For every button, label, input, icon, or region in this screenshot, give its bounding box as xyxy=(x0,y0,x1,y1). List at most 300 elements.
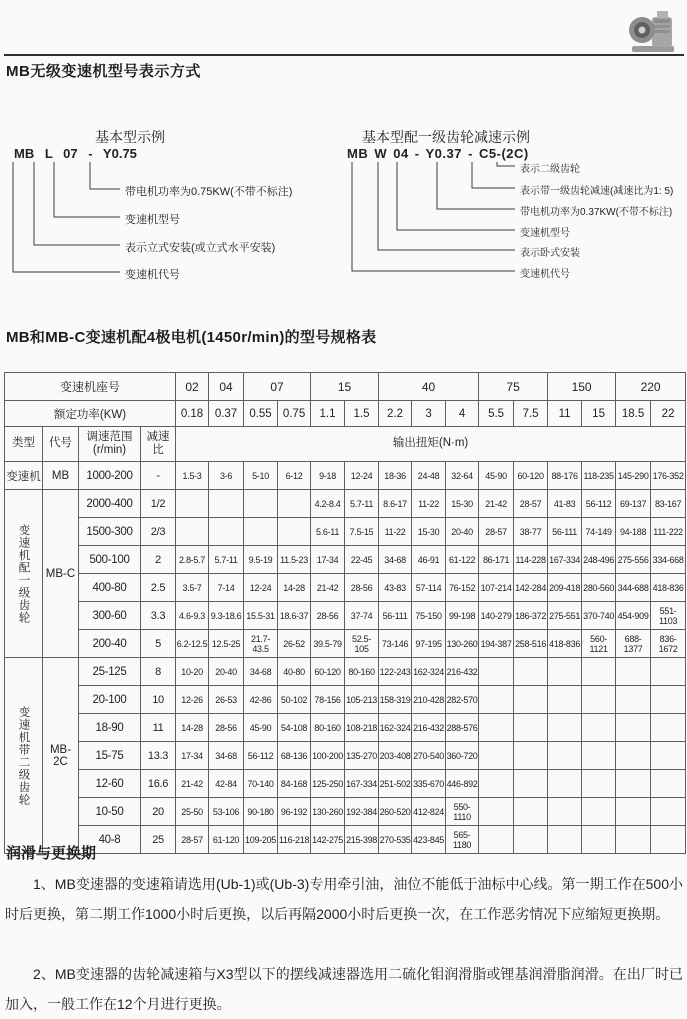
torque-value-cell: 550-1110 xyxy=(446,798,479,826)
torque-value-cell: 17-34 xyxy=(311,546,345,574)
torque-value-cell xyxy=(176,518,209,546)
torque-value-cell: 17-34 xyxy=(176,742,209,770)
torque-value-cell: 216-432 xyxy=(412,714,446,742)
diagram-label: 表示带一级齿轮减速(减速比为1: 5) xyxy=(520,186,674,197)
rated-power-value: 3 xyxy=(412,401,446,427)
frame-size-value: 02 xyxy=(176,373,209,401)
type-cell: 变速机 xyxy=(5,462,43,490)
torque-value-cell: 3.5-7 xyxy=(176,574,209,602)
torque-value-cell: 28-57 xyxy=(514,490,548,518)
speed-range-cell: 12-60 xyxy=(79,770,141,798)
torque-value-cell: 176-352 xyxy=(651,462,686,490)
torque-value-cell: 9.3-18.6 xyxy=(209,602,244,630)
torque-value-cell xyxy=(548,770,582,798)
diagram-label: 变速机型号 xyxy=(520,228,570,239)
table-row-rated-power xyxy=(5,401,686,427)
rated-power-value: 0.75 xyxy=(278,401,311,427)
speed-range-cell: 40-8 xyxy=(79,826,141,854)
torque-value-cell: 34-68 xyxy=(379,546,412,574)
diagram-connector-lines xyxy=(0,140,687,300)
torque-value-cell xyxy=(616,714,651,742)
reduction-ratio-cell: 2 xyxy=(141,546,176,574)
torque-value-cell: 74-149 xyxy=(582,518,616,546)
torque-value-cell xyxy=(278,490,311,518)
torque-value-cell: 26-53 xyxy=(209,686,244,714)
torque-value-cell: 86-171 xyxy=(479,546,514,574)
torque-value-cell xyxy=(616,798,651,826)
reduction-ratio-cell: 1/2 xyxy=(141,490,176,518)
diagram-label: 带电机功率为0.37KW(不带不标注) xyxy=(520,207,673,218)
torque-value-cell: 688-1377 xyxy=(616,630,651,658)
torque-value-cell xyxy=(548,826,582,854)
diagram-label: 变速机代号 xyxy=(125,269,180,281)
speed-range-cell: 15-75 xyxy=(79,742,141,770)
torque-value-cell: 4.2-8.4 xyxy=(311,490,345,518)
torque-value-cell: 5.6-11 xyxy=(311,518,345,546)
torque-value-cell: 142-275 xyxy=(311,826,345,854)
table-row xyxy=(5,518,686,546)
torque-value-cell xyxy=(582,826,616,854)
torque-value-cell: 446-892 xyxy=(446,770,479,798)
torque-value-cell: 251-502 xyxy=(379,770,412,798)
torque-value-cell: 248-496 xyxy=(582,546,616,574)
torque-value-cell: 135-270 xyxy=(345,742,379,770)
torque-value-cell xyxy=(548,686,582,714)
torque-value-cell: 83-167 xyxy=(651,490,686,518)
torque-value-cell: 69-137 xyxy=(616,490,651,518)
torque-value-cell: 28-57 xyxy=(479,518,514,546)
torque-value-cell: 194-387 xyxy=(479,630,514,658)
torque-value-cell: 280-560 xyxy=(582,574,616,602)
torque-value-cell xyxy=(514,798,548,826)
reduction-ratio-cell: 13.3 xyxy=(141,742,176,770)
frame-size-value: 220 xyxy=(616,373,686,401)
column-header: 减速比 xyxy=(141,427,176,462)
torque-value-cell: 28-56 xyxy=(345,574,379,602)
rated-power-value: 15 xyxy=(582,401,616,427)
torque-value-cell xyxy=(514,658,548,686)
page-title: MB无级变速机型号表示方式 xyxy=(6,63,201,80)
torque-value-cell xyxy=(582,770,616,798)
torque-value-cell: 122-243 xyxy=(379,658,412,686)
torque-value-cell: 275-551 xyxy=(548,602,582,630)
torque-value-cell xyxy=(651,714,686,742)
torque-value-cell: 68-136 xyxy=(278,742,311,770)
geared-type-heading: 基本型配一级齿轮减速示例 xyxy=(362,129,530,145)
torque-value-cell: 270-540 xyxy=(412,742,446,770)
torque-value-cell xyxy=(651,658,686,686)
torque-value-cell: 56-111 xyxy=(379,602,412,630)
torque-value-cell xyxy=(479,714,514,742)
torque-value-cell: 158-319 xyxy=(379,686,412,714)
frame-size-value: 04 xyxy=(209,373,244,401)
reduction-ratio-cell: 25 xyxy=(141,826,176,854)
torque-value-cell xyxy=(651,686,686,714)
speed-range-cell: 10-50 xyxy=(79,798,141,826)
torque-value-cell: 76-152 xyxy=(446,574,479,602)
column-header: 类型 xyxy=(5,427,43,462)
reduction-ratio-cell: 16.6 xyxy=(141,770,176,798)
torque-value-cell: 21-42 xyxy=(479,490,514,518)
torque-value-cell: 18-36 xyxy=(379,462,412,490)
frame-size-value: 40 xyxy=(379,373,479,401)
torque-value-cell xyxy=(514,826,548,854)
output-torque-header: 输出扭矩(N·m) xyxy=(176,427,686,462)
torque-value-cell xyxy=(548,742,582,770)
torque-value-cell: 5.7-11 xyxy=(209,546,244,574)
rated-power-value: 7.5 xyxy=(514,401,548,427)
reduction-ratio-cell: 11 xyxy=(141,714,176,742)
torque-value-cell: 186-372 xyxy=(514,602,548,630)
torque-value-cell: 6-12 xyxy=(278,462,311,490)
torque-value-cell: 162-324 xyxy=(379,714,412,742)
speed-range-cell: 2000-400 xyxy=(79,490,141,518)
code-cell: MB-C xyxy=(43,490,79,658)
torque-value-cell: 162-324 xyxy=(412,658,446,686)
torque-value-cell xyxy=(278,518,311,546)
table-row-column-headers xyxy=(5,427,686,462)
torque-value-cell: 418-836 xyxy=(651,574,686,602)
rated-power-value: 1.5 xyxy=(345,401,379,427)
table-row xyxy=(5,546,686,574)
diagram-label: 表示立式安装(或立式水平安装) xyxy=(125,242,276,254)
lubrication-paragraph-2: 2、MB变速器的齿轮减速箱与X3型以下的摆线减速器选用二硫化钼润滑脂或锂基润滑脂润滑。在出厂时已加入，一般工作在12个月进行更换。 xyxy=(5,966,683,1012)
torque-value-cell: 142-284 xyxy=(514,574,548,602)
torque-value-cell xyxy=(651,798,686,826)
torque-value-cell xyxy=(651,770,686,798)
torque-value-cell: 21-42 xyxy=(311,574,345,602)
torque-value-cell: 140-279 xyxy=(479,602,514,630)
torque-value-cell: 130-260 xyxy=(446,630,479,658)
torque-value-cell: 3-6 xyxy=(209,462,244,490)
torque-value-cell: 56-112 xyxy=(244,742,278,770)
torque-value-cell: 61-120 xyxy=(209,826,244,854)
speed-range-cell: 200-40 xyxy=(79,630,141,658)
torque-value-cell: 24-48 xyxy=(412,462,446,490)
torque-value-cell xyxy=(616,770,651,798)
torque-value-cell: 20-40 xyxy=(209,658,244,686)
column-header: 代号 xyxy=(43,427,79,462)
torque-value-cell: 344-688 xyxy=(616,574,651,602)
model-code-basic: MB L 07 - Y0.75 xyxy=(14,146,137,161)
torque-value-cell: 80-160 xyxy=(345,658,379,686)
reduction-ratio-cell: 10 xyxy=(141,686,176,714)
torque-value-cell: 270-535 xyxy=(379,826,412,854)
torque-value-cell xyxy=(479,826,514,854)
torque-value-cell xyxy=(616,742,651,770)
code-cell: MB-2C xyxy=(43,658,79,854)
torque-value-cell: 275-556 xyxy=(616,546,651,574)
torque-value-cell: 22-45 xyxy=(345,546,379,574)
torque-value-cell: 26-52 xyxy=(278,630,311,658)
diagram-label: 带电机功率为0.75KW(不带不标注) xyxy=(125,186,293,198)
torque-value-cell: 15-30 xyxy=(446,490,479,518)
torque-value-cell: 5-10 xyxy=(244,462,278,490)
torque-value-cell: 54-108 xyxy=(278,714,311,742)
torque-value-cell: 39.5-79 xyxy=(311,630,345,658)
torque-value-cell: 109-205 xyxy=(244,826,278,854)
reduction-ratio-cell: 2.5 xyxy=(141,574,176,602)
torque-value-cell xyxy=(209,490,244,518)
torque-value-cell xyxy=(548,658,582,686)
torque-value-cell: 28-57 xyxy=(176,826,209,854)
torque-value-cell: 38-77 xyxy=(514,518,548,546)
torque-value-cell xyxy=(651,826,686,854)
torque-value-cell: 334-668 xyxy=(651,546,686,574)
torque-value-cell: 84-168 xyxy=(278,770,311,798)
code-cell: MB xyxy=(43,462,79,490)
torque-value-cell: 32-64 xyxy=(446,462,479,490)
torque-value-cell: 116-218 xyxy=(278,826,311,854)
torque-value-cell: 108-218 xyxy=(345,714,379,742)
torque-value-cell: 50-102 xyxy=(278,686,311,714)
table-row xyxy=(5,630,686,658)
torque-value-cell: 40-80 xyxy=(278,658,311,686)
torque-value-cell: 2.8-5.7 xyxy=(176,546,209,574)
spec-table-title: MB和MB-C变速机配4极电机(1450r/min)的型号规格表 xyxy=(6,329,377,346)
reduction-ratio-cell: - xyxy=(141,462,176,490)
torque-value-cell: 41-83 xyxy=(548,490,582,518)
spec-table-container xyxy=(4,372,686,854)
torque-value-cell xyxy=(651,742,686,770)
torque-value-cell xyxy=(244,490,278,518)
torque-value-cell: 46-91 xyxy=(412,546,446,574)
torque-value-cell: 61-122 xyxy=(446,546,479,574)
torque-value-cell: 105-213 xyxy=(345,686,379,714)
torque-value-cell: 288-576 xyxy=(446,714,479,742)
torque-value-cell: 10-20 xyxy=(176,658,209,686)
frame-size-value: 07 xyxy=(244,373,311,401)
table-row xyxy=(5,742,686,770)
reduction-ratio-cell: 3.3 xyxy=(141,602,176,630)
torque-value-cell: 12-26 xyxy=(176,686,209,714)
torque-value-cell: 60-120 xyxy=(311,658,345,686)
rated-power-value: 1.1 xyxy=(311,401,345,427)
reduction-ratio-cell: 5 xyxy=(141,630,176,658)
torque-value-cell: 99-198 xyxy=(446,602,479,630)
torque-value-cell: 97-195 xyxy=(412,630,446,658)
torque-value-cell xyxy=(514,742,548,770)
torque-value-cell: 454-909 xyxy=(616,602,651,630)
torque-value-cell xyxy=(244,518,278,546)
torque-value-cell xyxy=(616,658,651,686)
rated-power-header: 额定功率(KW) xyxy=(5,401,176,427)
table-row xyxy=(5,574,686,602)
rated-power-value: 0.55 xyxy=(244,401,278,427)
torque-value-cell: 125-250 xyxy=(311,770,345,798)
torque-value-cell xyxy=(514,686,548,714)
torque-value-cell xyxy=(616,826,651,854)
torque-value-cell xyxy=(582,714,616,742)
torque-value-cell xyxy=(582,742,616,770)
torque-value-cell: 11-22 xyxy=(412,490,446,518)
torque-value-cell xyxy=(582,686,616,714)
torque-value-cell: 167-334 xyxy=(548,546,582,574)
speed-range-cell: 400-80 xyxy=(79,574,141,602)
torque-value-cell: 370-740 xyxy=(582,602,616,630)
torque-value-cell: 418-836 xyxy=(548,630,582,658)
torque-value-cell: 7.5-15 xyxy=(345,518,379,546)
torque-value-cell: 11-22 xyxy=(379,518,412,546)
torque-value-cell: 53-106 xyxy=(209,798,244,826)
frame-size-value: 15 xyxy=(311,373,379,401)
torque-value-cell: 14-28 xyxy=(278,574,311,602)
torque-value-cell: 9-18 xyxy=(311,462,345,490)
torque-value-cell xyxy=(479,658,514,686)
torque-value-cell: 282-570 xyxy=(446,686,479,714)
lubrication-section-title: 润滑与更换期 xyxy=(6,845,97,862)
torque-value-cell xyxy=(479,686,514,714)
torque-value-cell: 167-334 xyxy=(345,770,379,798)
table-row xyxy=(5,490,686,518)
torque-value-cell: 56-112 xyxy=(582,490,616,518)
rated-power-value: 0.37 xyxy=(209,401,244,427)
diagram-label: 变速机代号 xyxy=(520,269,570,280)
torque-value-cell: 42-86 xyxy=(244,686,278,714)
speed-range-cell: 1000-200 xyxy=(79,462,141,490)
torque-value-cell: 836-1672 xyxy=(651,630,686,658)
torque-value-cell: 15-30 xyxy=(412,518,446,546)
lubrication-paragraph-1: 1、MB变速器的变速箱请选用(Ub-1)或(Ub-3)专用牵引油，油位不能低于油标中心线。第一期工作在500小时后更换，第二期工作1000小时后更换，以后再隔2000小时后更换一次，在工作恶劣情况下应缩短更换期。 xyxy=(5,876,683,922)
torque-value-cell xyxy=(582,658,616,686)
torque-value-cell: 7-14 xyxy=(209,574,244,602)
torque-value-cell xyxy=(548,798,582,826)
torque-value-cell xyxy=(616,686,651,714)
speed-range-cell: 18-90 xyxy=(79,714,141,742)
torque-value-cell: 34-68 xyxy=(209,742,244,770)
torque-value-cell: 423-845 xyxy=(412,826,446,854)
rated-power-value: 2.2 xyxy=(379,401,412,427)
torque-value-cell: 94-188 xyxy=(616,518,651,546)
torque-value-cell: 1.5-3 xyxy=(176,462,209,490)
torque-value-cell: 25-50 xyxy=(176,798,209,826)
torque-value-cell: 4.6-9.3 xyxy=(176,602,209,630)
speed-range-cell: 1500-300 xyxy=(79,518,141,546)
torque-value-cell: 258-516 xyxy=(514,630,548,658)
rated-power-value: 22 xyxy=(651,401,686,427)
rated-power-value: 18.5 xyxy=(616,401,651,427)
torque-value-cell: 42-84 xyxy=(209,770,244,798)
speed-range-cell: 25-125 xyxy=(79,658,141,686)
torque-value-cell: 96-192 xyxy=(278,798,311,826)
speed-range-cell: 20-100 xyxy=(79,686,141,714)
type-cell: 变速机带二级齿轮 xyxy=(5,658,43,854)
torque-value-cell: 551-1103 xyxy=(651,602,686,630)
torque-value-cell: 78-156 xyxy=(311,686,345,714)
model-code-geared: MB W 04 - Y0.37 - C5-(2C) xyxy=(347,146,529,161)
reduction-ratio-cell: 20 xyxy=(141,798,176,826)
table-row xyxy=(5,798,686,826)
basic-type-heading: 基本型示例 xyxy=(95,129,165,145)
torque-value-cell: 70-140 xyxy=(244,770,278,798)
torque-value-cell: 145-290 xyxy=(616,462,651,490)
torque-value-cell: 56-111 xyxy=(548,518,582,546)
torque-value-cell: 114-228 xyxy=(514,546,548,574)
torque-value-cell: 12.5-25 xyxy=(209,630,244,658)
torque-value-cell: 28-56 xyxy=(209,714,244,742)
torque-value-cell: 34-68 xyxy=(244,658,278,686)
torque-value-cell xyxy=(479,742,514,770)
torque-value-cell: 45-90 xyxy=(479,462,514,490)
rated-power-value: 5.5 xyxy=(479,401,514,427)
rated-power-value: 0.18 xyxy=(176,401,209,427)
reduction-ratio-cell: 2/3 xyxy=(141,518,176,546)
frame-size-value: 75 xyxy=(479,373,548,401)
torque-value-cell: 43-83 xyxy=(379,574,412,602)
column-header: 调速范围 (r/min) xyxy=(79,427,141,462)
torque-value-cell xyxy=(514,714,548,742)
torque-value-cell: 560-1121 xyxy=(582,630,616,658)
spec-table xyxy=(4,372,686,854)
torque-value-cell xyxy=(479,770,514,798)
torque-value-cell: 260-520 xyxy=(379,798,412,826)
torque-value-cell: 210-428 xyxy=(412,686,446,714)
torque-value-cell: 90-180 xyxy=(244,798,278,826)
torque-value-cell: 130-260 xyxy=(311,798,345,826)
reduction-ratio-cell: 8 xyxy=(141,658,176,686)
torque-value-cell: 15.5-31 xyxy=(244,602,278,630)
torque-value-cell: 57-114 xyxy=(412,574,446,602)
torque-value-cell: 215-398 xyxy=(345,826,379,854)
torque-value-cell: 6.2-12.5 xyxy=(176,630,209,658)
table-row xyxy=(5,686,686,714)
table-row xyxy=(5,462,686,490)
table-row xyxy=(5,714,686,742)
torque-value-cell: 118-235 xyxy=(582,462,616,490)
torque-value-cell: 8.6-17 xyxy=(379,490,412,518)
torque-value-cell: 12-24 xyxy=(345,462,379,490)
speed-range-cell: 300-60 xyxy=(79,602,141,630)
torque-value-cell: 5.7-11 xyxy=(345,490,379,518)
torque-value-cell xyxy=(479,798,514,826)
torque-value-cell xyxy=(514,770,548,798)
torque-value-cell: 12-24 xyxy=(244,574,278,602)
torque-value-cell: 111-222 xyxy=(651,518,686,546)
torque-value-cell: 360-720 xyxy=(446,742,479,770)
rated-power-value: 11 xyxy=(548,401,582,427)
torque-value-cell: 21.7-43.5 xyxy=(244,630,278,658)
type-cell: 变速机配一级齿轮 xyxy=(5,490,43,658)
torque-value-cell: 80-160 xyxy=(311,714,345,742)
torque-value-cell: 52.5-105 xyxy=(345,630,379,658)
torque-value-cell: 88-176 xyxy=(548,462,582,490)
product-photo-image xyxy=(626,10,678,56)
torque-value-cell: 37-74 xyxy=(345,602,379,630)
torque-value-cell xyxy=(209,518,244,546)
torque-value-cell: 60-120 xyxy=(514,462,548,490)
table-row xyxy=(5,826,686,854)
torque-value-cell: 11.5-23 xyxy=(278,546,311,574)
torque-value-cell: 75-150 xyxy=(412,602,446,630)
torque-value-cell: 20-40 xyxy=(446,518,479,546)
torque-value-cell: 209-418 xyxy=(548,574,582,602)
speed-range-cell: 500-100 xyxy=(79,546,141,574)
table-row xyxy=(5,770,686,798)
top-divider xyxy=(4,54,684,56)
torque-value-cell: 412-824 xyxy=(412,798,446,826)
torque-value-cell: 107-214 xyxy=(479,574,514,602)
torque-value-cell xyxy=(582,798,616,826)
torque-value-cell: 73-146 xyxy=(379,630,412,658)
torque-value-cell: 565-1180 xyxy=(446,826,479,854)
torque-value-cell: 28-56 xyxy=(311,602,345,630)
table-row xyxy=(5,658,686,686)
torque-value-cell: 18.6-37 xyxy=(278,602,311,630)
table-row xyxy=(5,602,686,630)
torque-value-cell: 203-408 xyxy=(379,742,412,770)
torque-value-cell: 100-200 xyxy=(311,742,345,770)
torque-value-cell xyxy=(548,714,582,742)
